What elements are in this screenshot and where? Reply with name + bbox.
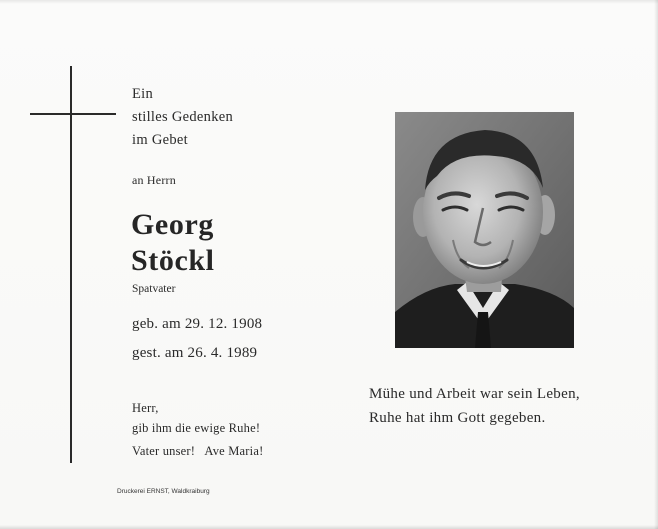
first-name: Georg bbox=[131, 208, 214, 241]
prayer-line-2: gib ihm die ewige Ruhe! bbox=[132, 421, 261, 435]
portrait-image bbox=[395, 112, 574, 348]
cross-horizontal-bar bbox=[30, 113, 116, 115]
top-edge-shadow bbox=[0, 0, 658, 4]
intro-line-3: im Gebet bbox=[132, 132, 188, 148]
cross-vertical-bar bbox=[70, 66, 72, 463]
verse-line-1: Mühe und Arbeit war sein Leben, bbox=[369, 386, 580, 402]
description: Spatvater bbox=[132, 283, 176, 295]
verse-line-2: Ruhe hat ihm Gott gegeben. bbox=[369, 410, 546, 426]
prayer-line-1: Herr, bbox=[132, 401, 159, 415]
death-date: gest. am 26. 4. 1989 bbox=[132, 345, 258, 361]
intro-line-1: Ein bbox=[132, 86, 154, 102]
salutation: an Herrn bbox=[132, 173, 176, 187]
intro-line-2: stilles Gedenken bbox=[132, 109, 234, 125]
bottom-edge-shadow bbox=[0, 525, 658, 529]
prayer-line-3: Vater unser! Ave Maria! bbox=[132, 444, 264, 458]
birth-date: geb. am 29. 12. 1908 bbox=[132, 316, 263, 332]
last-name: Stöckl bbox=[131, 244, 215, 277]
printer-credit: Druckerei ERNST, Waldkraiburg bbox=[117, 488, 210, 495]
right-edge-shadow bbox=[654, 0, 658, 529]
portrait-photo bbox=[395, 112, 574, 348]
